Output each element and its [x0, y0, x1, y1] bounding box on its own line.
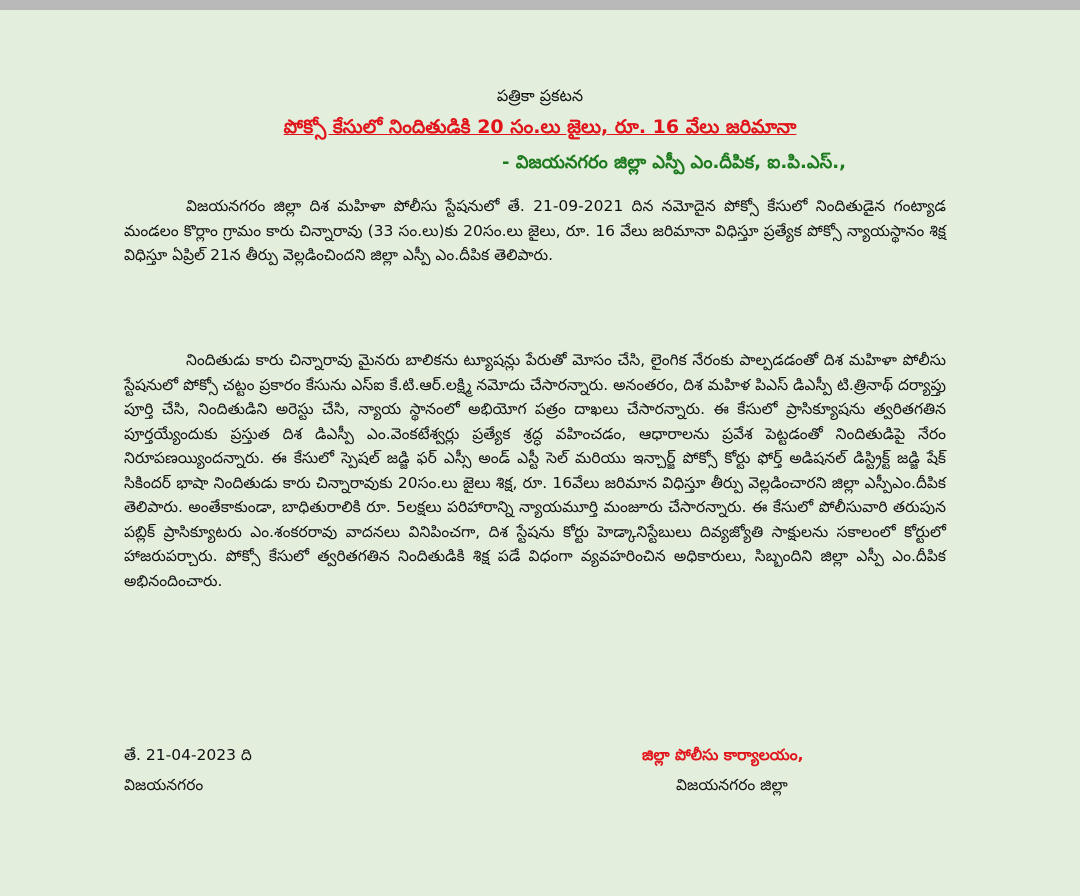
headline: పోక్సో కేసులో నిందితుడికి 20 సం.లు జైలు, రూ. 16 వేలు జరిమానా [283, 116, 797, 138]
footer-place: విజయనగరం [124, 776, 204, 794]
press-release-label: పత్రికా ప్రకటన [496, 86, 584, 105]
footer-date: తే. 21-04-2023 ది [124, 746, 252, 764]
footer-district: విజయనగరం జిల్లా [676, 776, 788, 794]
body-paragraph-2: నిందితుడు కారు చిన్నారావు మైనరు బాలికను ట్యూషన్లు పేరుతో మోసం చేసి, లైంగిక నేరంకు పాల్పడడంతో దిశ మహిళా పోలీసు స్టేషనులో పోక్సో చట్టం ప్రకారం కేసును ఎస్ఐ కే.టి.ఆర్.లక్ష్మి నమోదు చేసారన్నారు. అనంతరం, దిశ మహిళ పిఎస్ డిఎస్పీ టి.త్రినాథ్ దర్యాప్తు పూర్తి చేసి, నిందితుడిని అరెస్టు చేసి, న్యాయ స్థానంలో అభియోగ పత్రం దాఖలు చేసారన్నారు. ఈ కేసులో ప్రాసిక్యూషను త్వరితగతిన పూర్తయ్యేందుకు ప్రస్తుత దిశ డిఎస్పీ ఎం.వెంకటేశ్వర్లు ప్రత్యేక శ్రద్ధ వహించడం, ఆధారాలను ప్రవేశ పెట్టడంతో నిందితుడిపై నేరం నిరూపణయ్యిందన్నారు. ఈ కేసులో స్పెషల్ జడ్జి ఫర్ ఎస్సీ అండ్ ఎస్టీ సెల్ మరియు ఇన్చార్జ్ పోక్సో కోర్టు ఫోర్త్ అడిషనల్ డిస్ట్రిక్ట్ జడ్జి షేక్ సికిందర్ భాషా నిందితుడు కారు చిన్నారావుకు 20సం.లు జైలు శిక్ష, రూ. 16వేలు జరిమాన విధిస్తూ తీర్పు వెల్లడించారని జిల్లా ఎస్పీఎం.దీపిక తెలిపారు. అంతేకాకుండా, బాధితురాలికి రూ. 5లక్షలు పరిహారాన్ని న్యాయమూర్తి మంజూరు చేసారన్నారు. ఈ కేసులో పోలీసువారి తరుపున పబ్లిక్ ప్రాసిక్యూటరు ఎం.శంకరరావు వాదనలు వినిపించగా, దిశ స్టేషను కోర్టు హెడ్కానిస్టేబులు దివ్యజ్యోతి సాక్షులను సకాలంలో కోర్టులో హాజరుపర్చారు. పోక్సో కేసులో త్వరితగతిన నిందితుడికి శిక్ష పడే విధంగా వ్యవహరించిన అధికారులు, సిబ్బందిని జిల్లా ఎస్పీ ఎం.దీపిక అభినందించారు. [124, 351, 946, 590]
footer-office: జిల్లా పోలీసు కార్యాలయం, [642, 746, 804, 764]
byline: - విజయనగరం జిల్లా ఎస్పీ ఎం.దీపిక, ఐ.పి.ఎస్., [502, 152, 846, 173]
body-paragraph-1: విజయనగరం జిల్లా దిశ మహిళా పోలీసు స్టేషనులో తే. 21-09-2021 దిన నమోదైన పోక్సో కేసులో నిందితుడైన గంట్యాడ మండలం కొర్లాం గ్రామం కారు చిన్నారావు (33 సం.లు)కు 20సం.లు జైలు, రూ. 16 వేలు జరిమానా విధిస్తూ ప్రత్యేక పోక్సో న్యాయస్థానం శిక్ష విధిస్తూ ఏప్రిల్ 21న తీర్పు వెల్లడించిందని జిల్లా ఎస్పీ ఎం.దీపిక తెలిపారు. [124, 197, 946, 264]
